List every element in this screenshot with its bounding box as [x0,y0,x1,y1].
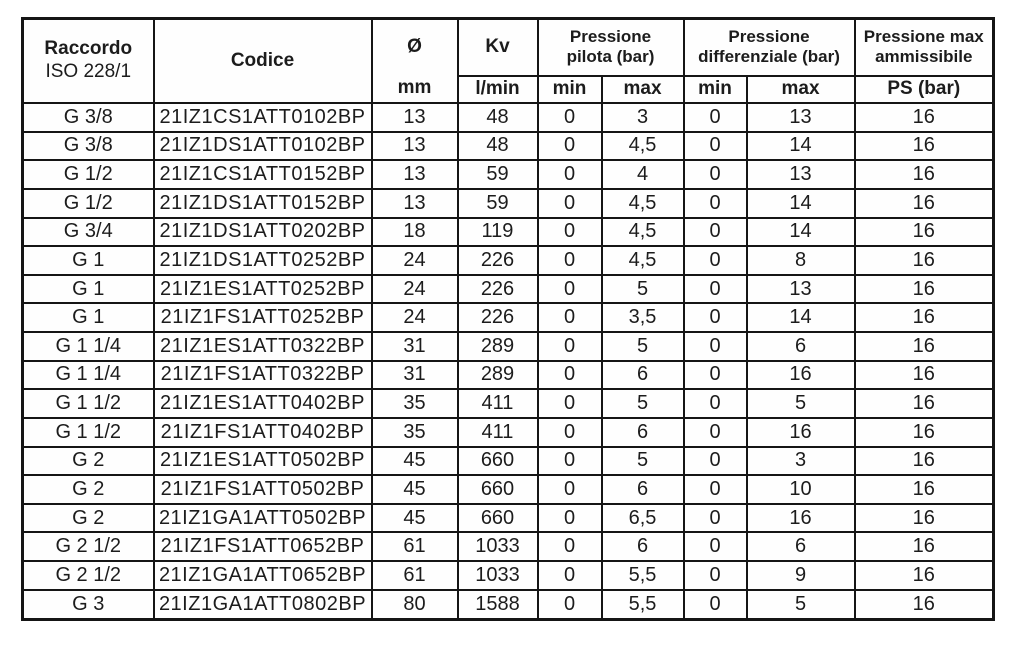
cell-pilota-min: 0 [538,504,602,533]
cell-codice: 21IZ1DS1ATT0252BP [154,246,372,275]
cell-codice: 21IZ1FS1ATT0322BP [154,361,372,390]
cell-pilota-max: 5 [602,447,684,476]
cell-diameter-mm: 35 [372,418,458,447]
cell-kv: 289 [458,332,538,361]
valve-spec-table [21,17,995,621]
cell-pilota-min: 0 [538,361,602,390]
cell-differenziale-min: 0 [684,160,747,189]
cell-pilota-max: 6 [602,418,684,447]
cell-differenziale-min: 0 [684,361,747,390]
header-pilota-min: min [538,76,602,103]
cell-differenziale-min: 0 [684,189,747,218]
cell-pilota-max: 6 [602,361,684,390]
cell-pilota-max: 5,5 [602,561,684,590]
table-row [23,218,994,247]
cell-diameter-mm: 61 [372,532,458,561]
cell-codice: 21IZ1FS1ATT0402BP [154,418,372,447]
cell-kv: 660 [458,475,538,504]
cell-differenziale-max: 16 [747,418,855,447]
table-body [23,103,994,619]
header-kv-unit: l/min [458,76,538,103]
header-ps-unit: PS (bar) [855,76,994,103]
cell-kv: 660 [458,504,538,533]
cell-kv: 1033 [458,532,538,561]
cell-pilota-min: 0 [538,132,602,161]
table-row [23,332,994,361]
cell-codice: 21IZ1ES1ATT0252BP [154,275,372,304]
cell-codice: 21IZ1GA1ATT0652BP [154,561,372,590]
header-pressione-pilota [538,19,684,76]
cell-raccordo: G 1 1/2 [23,389,154,418]
header-differenziale-max: max [747,76,855,103]
cell-differenziale-min: 0 [684,332,747,361]
header-raccordo-standard: ISO 228/1 [45,61,132,82]
cell-raccordo: G 3/4 [23,218,154,247]
header-pressione-differenziale-line2: differenziale (bar) [698,47,840,67]
cell-codice: 21IZ1ES1ATT0402BP [154,389,372,418]
cell-pilota-max: 4,5 [602,246,684,275]
cell-ps: 16 [855,189,994,218]
cell-differenziale-max: 13 [747,275,855,304]
header-raccordo [23,19,154,104]
cell-pilota-min: 0 [538,532,602,561]
cell-codice: 21IZ1FS1ATT0652BP [154,532,372,561]
table-row [23,189,994,218]
table-row [23,447,994,476]
header-differenziale-min: min [684,76,747,103]
cell-differenziale-max: 13 [747,160,855,189]
cell-raccordo: G 2 [23,475,154,504]
cell-pilota-min: 0 [538,447,602,476]
cell-differenziale-max: 6 [747,532,855,561]
cell-kv: 226 [458,246,538,275]
cell-diameter-mm: 24 [372,275,458,304]
cell-kv: 1588 [458,590,538,619]
cell-kv: 1033 [458,561,538,590]
header-pressione-differenziale [684,19,855,76]
cell-differenziale-min: 0 [684,504,747,533]
cell-differenziale-max: 14 [747,189,855,218]
table-row [23,389,994,418]
cell-ps: 16 [855,246,994,275]
cell-raccordo: G 3/8 [23,132,154,161]
cell-differenziale-min: 0 [684,590,747,619]
header-pressione-max-line2: ammissibile [875,47,973,67]
cell-codice: 21IZ1CS1ATT0102BP [154,103,372,132]
cell-pilota-min: 0 [538,160,602,189]
cell-codice: 21IZ1FS1ATT0252BP [154,303,372,332]
header-pressione-max-line1: Pressione max [863,27,984,47]
table-row [23,132,994,161]
cell-ps: 16 [855,475,994,504]
cell-differenziale-max: 14 [747,303,855,332]
cell-pilota-max: 5 [602,275,684,304]
header-pressione-pilota-line1: Pressione [569,27,652,47]
cell-ps: 16 [855,590,994,619]
cell-pilota-min: 0 [538,475,602,504]
cell-differenziale-min: 0 [684,218,747,247]
cell-differenziale-max: 3 [747,447,855,476]
cell-differenziale-max: 6 [747,332,855,361]
cell-pilota-min: 0 [538,103,602,132]
cell-ps: 16 [855,532,994,561]
cell-pilota-max: 6 [602,532,684,561]
cell-pilota-min: 0 [538,590,602,619]
cell-differenziale-min: 0 [684,475,747,504]
header-diameter-symbol: Ø [407,35,422,57]
cell-kv: 289 [458,361,538,390]
cell-differenziale-max: 9 [747,561,855,590]
cell-diameter-mm: 18 [372,218,458,247]
cell-diameter-mm: 13 [372,189,458,218]
cell-kv: 59 [458,160,538,189]
table-row [23,504,994,533]
cell-kv: 411 [458,389,538,418]
header-pressione-differenziale-line1: Pressione [728,27,810,47]
header-kv: Kv [458,19,538,76]
cell-differenziale-min: 0 [684,275,747,304]
cell-ps: 16 [855,160,994,189]
cell-raccordo: G 3 [23,590,154,619]
cell-pilota-min: 0 [538,189,602,218]
cell-diameter-mm: 45 [372,447,458,476]
cell-codice: 21IZ1CS1ATT0152BP [154,160,372,189]
table-row [23,561,994,590]
cell-pilota-max: 5 [602,389,684,418]
cell-ps: 16 [855,504,994,533]
cell-pilota-max: 5,5 [602,590,684,619]
cell-differenziale-min: 0 [684,389,747,418]
cell-pilota-min: 0 [538,332,602,361]
cell-ps: 16 [855,447,994,476]
table-row [23,475,994,504]
cell-raccordo: G 1/2 [23,160,154,189]
cell-diameter-mm: 45 [372,475,458,504]
cell-kv: 226 [458,303,538,332]
cell-pilota-max: 3,5 [602,303,684,332]
header-pressione-pilota-line2: pilota (bar) [566,47,655,67]
header-pressione-max [855,19,994,76]
cell-kv: 48 [458,103,538,132]
cell-diameter-mm: 13 [372,103,458,132]
cell-raccordo: G 1 1/4 [23,332,154,361]
cell-raccordo: G 1 1/2 [23,418,154,447]
cell-pilota-max: 5 [602,332,684,361]
cell-kv: 119 [458,218,538,247]
cell-kv: 411 [458,418,538,447]
cell-diameter-mm: 24 [372,303,458,332]
cell-codice: 21IZ1ES1ATT0502BP [154,447,372,476]
cell-pilota-min: 0 [538,275,602,304]
cell-pilota-min: 0 [538,303,602,332]
cell-differenziale-min: 0 [684,447,747,476]
header-pilota-max: max [602,76,684,103]
cell-ps: 16 [855,303,994,332]
cell-raccordo: G 2 [23,447,154,476]
cell-differenziale-max: 14 [747,218,855,247]
cell-pilota-max: 4,5 [602,218,684,247]
header-diameter [372,19,458,104]
cell-codice: 21IZ1GA1ATT0502BP [154,504,372,533]
cell-ps: 16 [855,218,994,247]
cell-ps: 16 [855,561,994,590]
cell-raccordo: G 1 [23,303,154,332]
cell-raccordo: G 1/2 [23,189,154,218]
table-header [23,19,994,104]
cell-differenziale-max: 14 [747,132,855,161]
header-diameter-stack [373,20,457,102]
cell-kv: 660 [458,447,538,476]
cell-differenziale-max: 16 [747,504,855,533]
cell-pilota-max: 6 [602,475,684,504]
cell-differenziale-max: 13 [747,103,855,132]
cell-raccordo: G 1 [23,275,154,304]
cell-pilota-min: 0 [538,389,602,418]
cell-diameter-mm: 24 [372,246,458,275]
cell-pilota-max: 4,5 [602,189,684,218]
cell-raccordo: G 1 [23,246,154,275]
cell-ps: 16 [855,132,994,161]
cell-raccordo: G 3/8 [23,103,154,132]
table-row [23,275,994,304]
table-row [23,246,994,275]
cell-ps: 16 [855,389,994,418]
cell-pilota-min: 0 [538,561,602,590]
table-row [23,103,994,132]
cell-diameter-mm: 80 [372,590,458,619]
cell-pilota-min: 0 [538,246,602,275]
cell-differenziale-max: 5 [747,389,855,418]
cell-codice: 21IZ1GA1ATT0802BP [154,590,372,619]
cell-differenziale-max: 8 [747,246,855,275]
cell-kv: 226 [458,275,538,304]
header-diameter-unit: mm [397,76,432,98]
table-row [23,532,994,561]
cell-differenziale-max: 10 [747,475,855,504]
cell-ps: 16 [855,418,994,447]
cell-codice: 21IZ1FS1ATT0502BP [154,475,372,504]
cell-ps: 16 [855,275,994,304]
header-raccordo-title: Raccordo [44,38,133,60]
cell-diameter-mm: 61 [372,561,458,590]
cell-pilota-max: 6,5 [602,504,684,533]
table-row [23,303,994,332]
header-row-top [23,19,994,76]
cell-pilota-min: 0 [538,218,602,247]
cell-codice: 21IZ1ES1ATT0322BP [154,332,372,361]
cell-pilota-max: 3 [602,103,684,132]
table-row [23,160,994,189]
cell-differenziale-min: 0 [684,418,747,447]
cell-ps: 16 [855,103,994,132]
cell-differenziale-min: 0 [684,532,747,561]
cell-differenziale-min: 0 [684,246,747,275]
cell-ps: 16 [855,361,994,390]
cell-raccordo: G 2 [23,504,154,533]
cell-codice: 21IZ1DS1ATT0102BP [154,132,372,161]
cell-diameter-mm: 31 [372,332,458,361]
cell-differenziale-min: 0 [684,103,747,132]
table-row [23,361,994,390]
cell-codice: 21IZ1DS1ATT0152BP [154,189,372,218]
cell-codice: 21IZ1DS1ATT0202BP [154,218,372,247]
cell-ps: 16 [855,332,994,361]
cell-raccordo: G 1 1/4 [23,361,154,390]
cell-differenziale-max: 5 [747,590,855,619]
cell-raccordo: G 2 1/2 [23,561,154,590]
cell-differenziale-min: 0 [684,303,747,332]
cell-kv: 59 [458,189,538,218]
cell-differenziale-min: 0 [684,132,747,161]
cell-diameter-mm: 31 [372,361,458,390]
cell-diameter-mm: 13 [372,160,458,189]
cell-pilota-min: 0 [538,418,602,447]
cell-kv: 48 [458,132,538,161]
cell-diameter-mm: 45 [372,504,458,533]
cell-differenziale-max: 16 [747,361,855,390]
cell-raccordo: G 2 1/2 [23,532,154,561]
cell-diameter-mm: 13 [372,132,458,161]
table-row [23,418,994,447]
table-row [23,590,994,619]
cell-differenziale-min: 0 [684,561,747,590]
cell-pilota-max: 4,5 [602,132,684,161]
header-codice: Codice [154,19,372,104]
cell-diameter-mm: 35 [372,389,458,418]
cell-pilota-max: 4 [602,160,684,189]
